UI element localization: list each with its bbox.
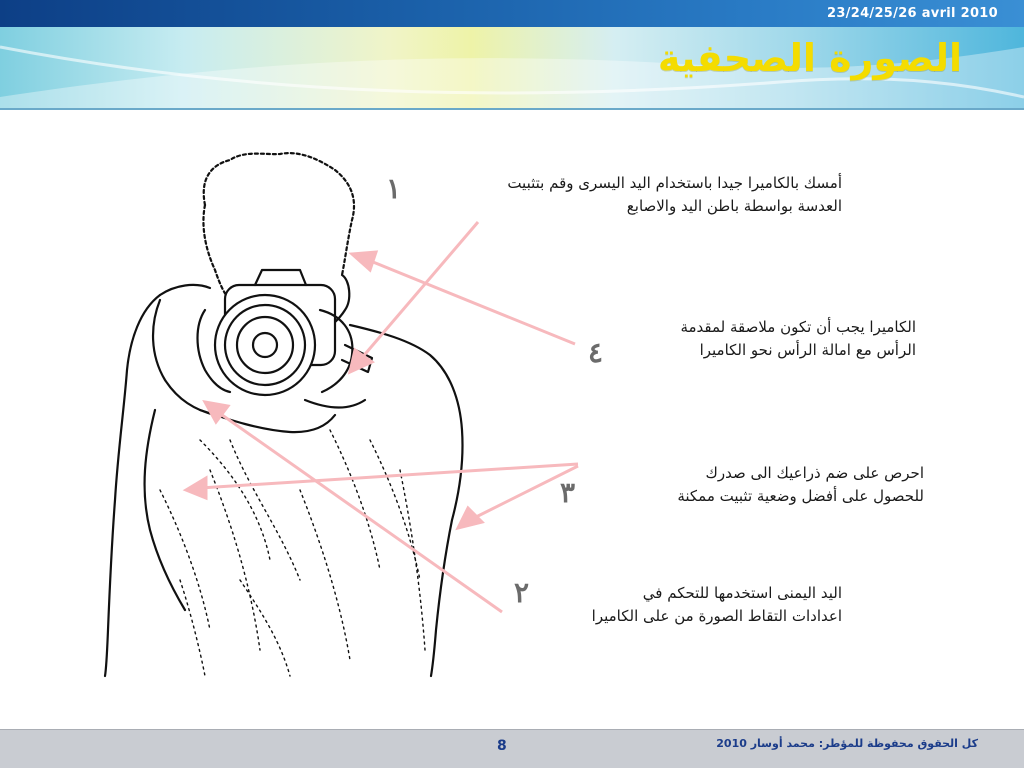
page-title: الصورة الصحفية bbox=[657, 36, 962, 80]
annotation-number: ١ bbox=[386, 172, 402, 205]
date-label: 23/24/25/26 avril 2010 bbox=[826, 6, 998, 21]
page-number: 8 bbox=[497, 738, 507, 754]
annotation-text: الكاميرا يجب أن تكون ملاصقة لمقدمة الرأس مع امالة الرأس نحو الكاميرا bbox=[680, 318, 916, 359]
top-bar bbox=[0, 0, 1024, 27]
annotation-text: أمسك بالكاميرا جيدا باستخدام اليد اليسرى وقم بتثبيت العدسة بواسطة باطن اليد والاصابع bbox=[507, 174, 842, 215]
annotation-text: احرص على ضم ذراعيك الى صدرك للحصول على أفضل وضعية تثبيت ممكنة bbox=[677, 464, 924, 505]
annotation-number: ٢ bbox=[514, 576, 530, 609]
copyright-notice: كل الحقوق محفوظة للمؤطر: محمد أوسار 2010 bbox=[716, 737, 978, 750]
annotation-number: ٤ bbox=[588, 336, 604, 369]
annotation-number: ٣ bbox=[560, 476, 576, 509]
annotation-text: اليد اليمنى استخدمها للتحكم في اعدادات التقاط الصورة من على الكاميرا bbox=[591, 584, 842, 625]
